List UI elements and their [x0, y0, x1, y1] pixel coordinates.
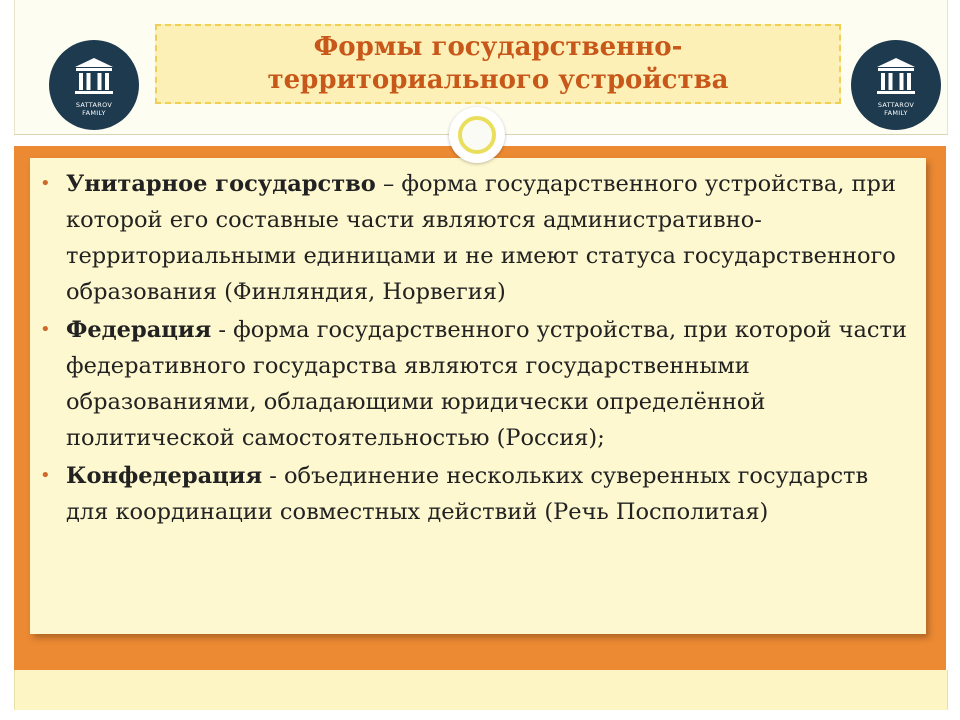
- logo-left: [49, 40, 139, 130]
- page-title-line2: территориального устройства: [267, 65, 729, 95]
- bottom-strip: [14, 670, 948, 710]
- logo-text-line1: SATTAROV: [75, 100, 113, 109]
- building-icon: [72, 56, 116, 98]
- logo-text-line1: SATTAROV: [877, 100, 915, 109]
- logo-text-line2: FAMILY: [884, 108, 908, 117]
- list-item-federation: [40, 312, 916, 456]
- bullet-icon: •: [40, 465, 51, 486]
- definition-unitary: – форма государственного устройства, при которой его составные части являются административно-территориальными единицами и не имеют статуса государственного образования (Финляндия, Норвегия): [66, 171, 896, 305]
- logo-text: [878, 101, 914, 117]
- definition-confederation: - объединение нескольких суверенных государств для координации совместных действий (Речь Посполитая): [66, 463, 869, 525]
- ring-ornament: [449, 107, 505, 163]
- term-confederation: Конфедерация: [66, 463, 263, 489]
- logo-text-line2: FAMILY: [82, 108, 106, 117]
- content-panel: [30, 158, 926, 634]
- building-icon: [874, 56, 918, 98]
- list-item-unitary: [40, 166, 916, 310]
- definition-list: [40, 166, 916, 532]
- logo-right: [851, 40, 941, 130]
- list-item-confederation: [40, 458, 916, 530]
- page-title-line1: Формы государственно-: [313, 32, 683, 62]
- logo-text: [76, 101, 112, 117]
- bullet-icon: •: [40, 173, 51, 194]
- term-unitary: Унитарное государство: [66, 171, 376, 197]
- title-box: [155, 24, 841, 104]
- term-federation: Федерация: [66, 317, 212, 343]
- bullet-icon: •: [40, 319, 51, 340]
- definition-federation: - форма государственного устройства, при которой части федеративного государства являются государственными образованиями, обладающими юридически определённой политической самостоятельностью (Россия);: [66, 317, 907, 451]
